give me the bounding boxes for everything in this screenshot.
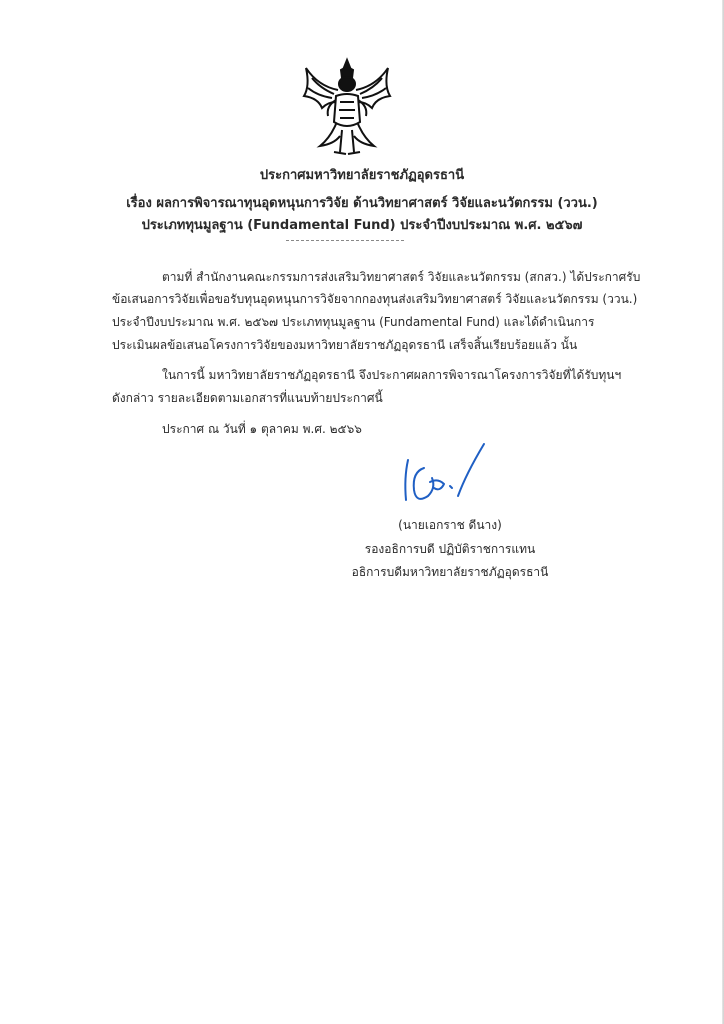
signatory-name: (นายเอกราช ดีนาง) [398, 518, 502, 532]
announcement-fund-type: ประเภททุนมูลฐาน (Fundamental Fund) ประจำปีงบประมาณ พ.ศ. ๒๕๖๗ [141, 218, 583, 233]
announcement-subject: เรื่อง ผลการพิจารณาทุนอุดหนุนการวิจัย ด้านวิทยาศาสตร์ วิจัยและนวัตกรรม (ววน.) [126, 196, 598, 211]
announcement-title: ประกาศมหาวิทยาลัยราชภัฏอุดรธานี [259, 168, 465, 183]
body-line: ในการนี้ มหาวิทยาลัยราชภัฏอุดรธานี จึงประกาศผลการพิจารณาโครงการวิจัยที่ได้รับทุนฯ [162, 368, 622, 382]
body-line: ตามที่ สำนักงานคณะกรรมการส่งเสริมวิทยาศาสตร์ วิจัยและนวัตกรรม (สกสว.) ได้ประกาศรับ [162, 270, 641, 284]
garuda-emblem-icon [300, 56, 394, 158]
body-line: ดังกล่าว รายละเอียดตามเอกสารที่แนบท้ายประกาศนี้ [112, 391, 383, 405]
signatory-position: รองอธิการบดี ปฏิบัติราชการแทน [364, 542, 536, 556]
body-line: ข้อเสนอการวิจัยเพื่อขอรับทุนอุดหนุนการวิจัยจากกองทุนส่งเสริมวิทยาศาสตร์ วิจัยและนวัตกรรม (ววน.) [112, 292, 638, 306]
body-line: ประเมินผลข้อเสนอโครงการวิจัยของมหาวิทยาลัยราชภัฏอุดรธานี เสร็จสิ้นเรียบร้อยแล้ว นั้น [112, 338, 578, 352]
header-divider [286, 240, 404, 241]
signatory-position-title: อธิการบดีมหาวิทยาลัยราชภัฏอุดรธานี [351, 565, 549, 579]
announce-date: ประกาศ ณ วันที่ ๑ ตุลาคม พ.ศ. ๒๕๖๖ [162, 422, 362, 436]
signature-icon [398, 438, 494, 508]
body-line: ประจำปีงบประมาณ พ.ศ. ๒๕๖๗ ประเภททุนมูลฐาน (Fundamental Fund) และได้ดำเนินการ [112, 315, 595, 329]
